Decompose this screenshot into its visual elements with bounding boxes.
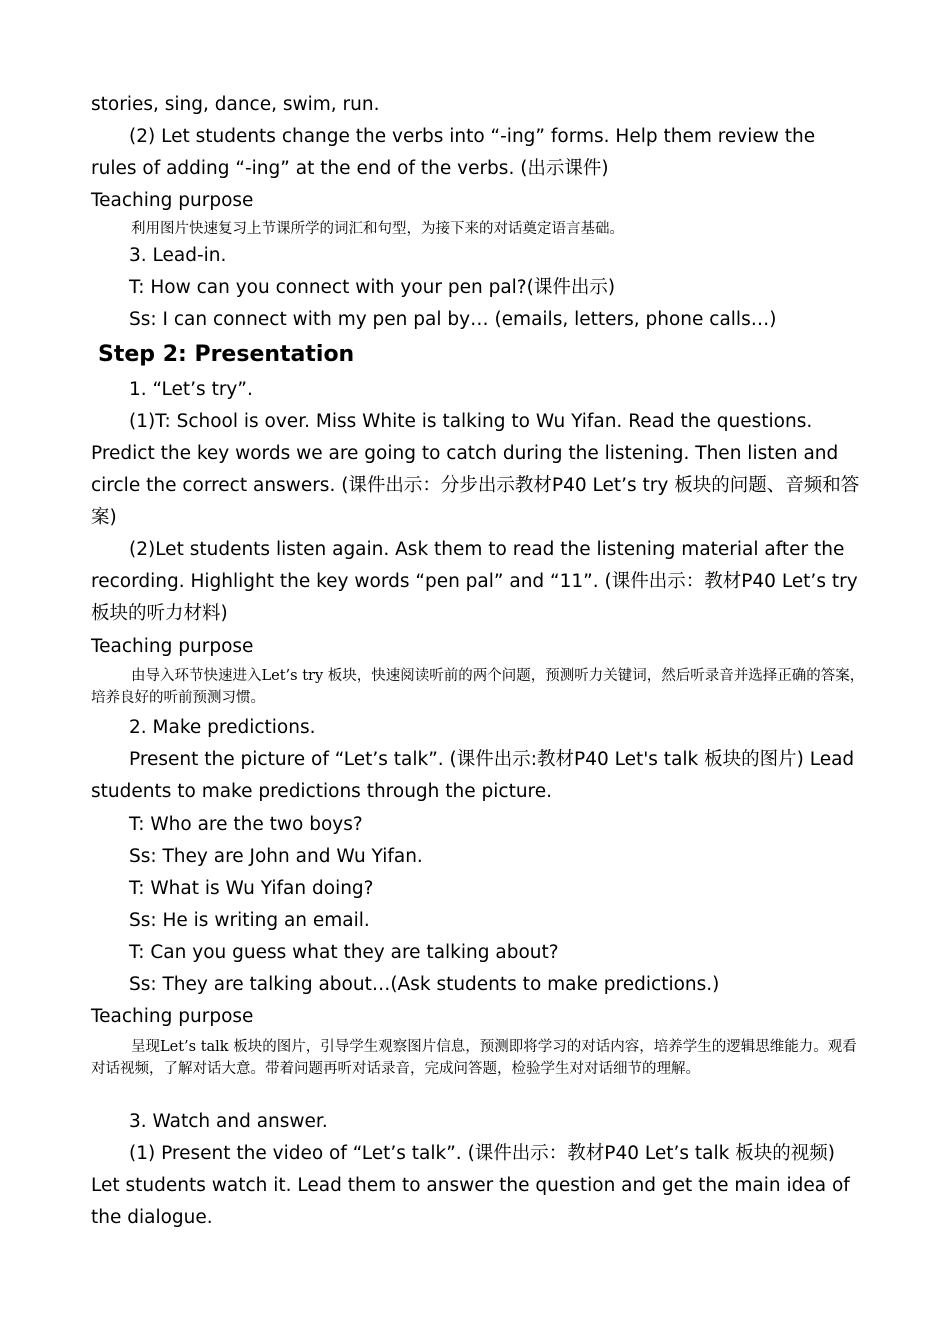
section-heading-step-2: Step 2: Presentation bbox=[98, 342, 355, 367]
watch-answer-heading: 3. Watch and answer. bbox=[129, 1111, 328, 1132]
paragraph-stories: stories, sing, dance, swim, run. bbox=[91, 94, 380, 115]
dialogue-line: T: Who are the two boys? bbox=[129, 814, 363, 835]
dialogue-line: T: Can you guess what they are talking about? bbox=[129, 942, 559, 963]
make-predictions-heading: 2. Make predictions. bbox=[129, 717, 316, 738]
dialogue-line: Ss: They are talking about…(Ask students to make predictions.) bbox=[129, 974, 720, 995]
teaching-purpose-label: Teaching purpose bbox=[91, 636, 254, 657]
dialogue-line: T: How can you connect with your pen pal?(课件出示) bbox=[129, 277, 616, 298]
paragraph-present-picture: Present the picture of “Let’s talk”. (课件出示:教材P40 Let's talk 板块的图片) Lead students to make predictions through the picture. bbox=[91, 749, 855, 802]
teaching-purpose-text: 呈现Let’s talk 板块的图片，引导学生观察图片信息，预测即将学习的对话内容，培养学生的逻辑思维能力。观看对话视频，了解对话大意。带着问题再听对话录音，完成问答题，检验学生对对话细节的理解。 bbox=[91, 1039, 857, 1077]
paragraph-watch-video: (1) Present the video of “Let’s talk”. (课件出示：教材P40 Let’s talk 板块的视频) Let students watch it. Lead them to answer the question and get the main idea of the dialogue. bbox=[91, 1143, 850, 1228]
dialogue-line: Ss: They are John and Wu Yifan. bbox=[129, 846, 423, 867]
teaching-purpose-text: 利用图片快速复习上节课所学的词汇和句型，为接下来的对话奠定语言基础。 bbox=[131, 221, 624, 237]
paragraph-lets-try-2: (2)Let students listen again. Ask them to read the listening material after the recording. Highlight the key words “pen pal” and “11”. (课件出示：教材P40 Let’s try 板块的听力材料) bbox=[91, 539, 858, 624]
paragraph-lets-try-1: (1)T: School is over. Miss White is talking to Wu Yifan. Read the questions. Predict the key words we are going to catch during the listening. Then listen and circle the correct answers. (课件出示：分步出示教材P40 Let’s try 板块的问题、音频和答案) bbox=[91, 411, 860, 528]
lets-try-heading: 1. “Let’s try”. bbox=[129, 379, 253, 400]
teaching-purpose-label: Teaching purpose bbox=[91, 1006, 254, 1027]
teaching-purpose-text: 由导入环节快速进入Let’s try 板块，快速阅读听前的两个问题，预测听力关键词，然后听录音并选择正确的答案，培养良好的听前预测习惯。 bbox=[91, 668, 865, 706]
dialogue-line: Ss: I can connect with my pen pal by… (emails, letters, phone calls…) bbox=[129, 309, 777, 330]
lead-in-heading: 3. Lead-in. bbox=[129, 245, 227, 266]
teaching-purpose-label: Teaching purpose bbox=[91, 190, 254, 211]
dialogue-line: T: What is Wu Yifan doing? bbox=[129, 878, 374, 899]
dialogue-line: Ss: He is writing an email. bbox=[129, 910, 370, 931]
paragraph-ing-forms: (2) Let students change the verbs into “-ing” forms. Help them review the rules of adding “-ing” at the end of the verbs. (出示课件) bbox=[91, 126, 816, 179]
